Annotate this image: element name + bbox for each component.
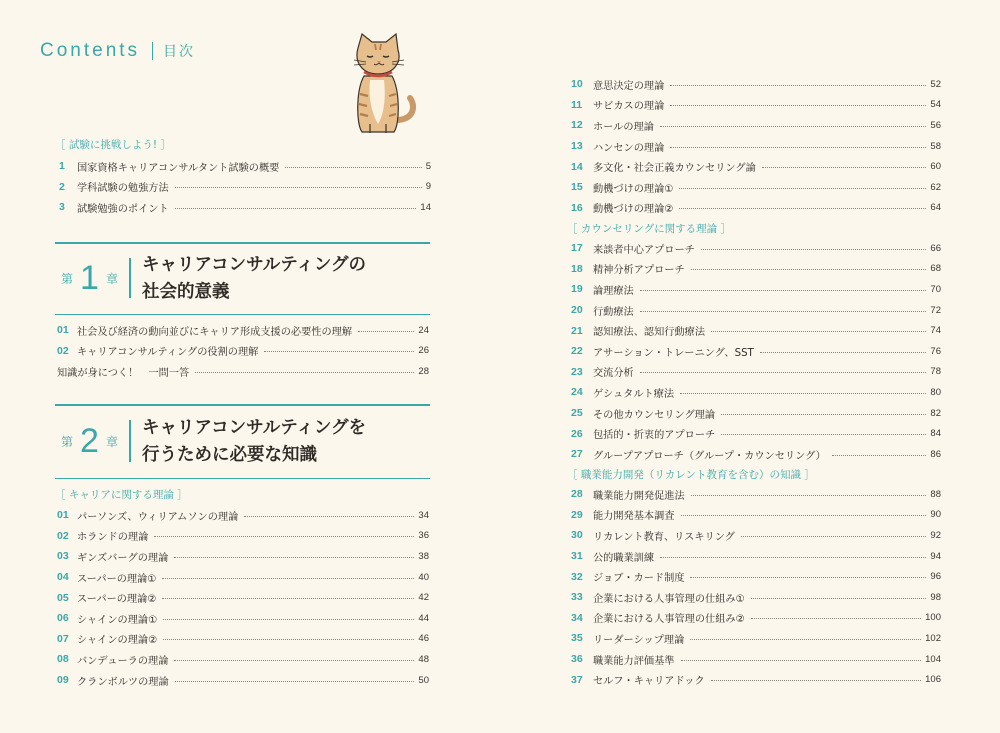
entry-number: 02: [57, 529, 69, 542]
dot-leader: [679, 188, 926, 189]
toc-entry-19[interactable]: [571, 279, 941, 300]
entry-page: 42: [418, 592, 429, 604]
toc-entry-25[interactable]: [571, 403, 941, 424]
chapter-1-number-mark: [61, 261, 118, 295]
dot-leader: [660, 126, 927, 127]
chapter-dai: 第: [61, 271, 74, 286]
entry-page: 74: [930, 325, 941, 337]
entry-number: 18: [571, 262, 583, 275]
entry-number: 29: [571, 508, 583, 521]
entry-page: 76: [930, 345, 941, 357]
entry-page: 92: [930, 529, 941, 541]
entry-page: 50: [418, 674, 429, 686]
entry-title: 能力開発基本調査: [593, 511, 675, 523]
entry-number: 33: [571, 591, 583, 604]
dot-leader: [163, 619, 414, 620]
entry-number: 28: [571, 488, 583, 501]
toc-entry-10[interactable]: [571, 74, 941, 95]
entry-title: 動機づけの理論②: [593, 204, 674, 216]
entry-page: 36: [418, 530, 429, 542]
toc-entry-11[interactable]: [571, 95, 941, 116]
toc-entry-16[interactable]: [571, 198, 941, 219]
chapter-sho: 章: [105, 271, 118, 286]
entry-number: 14: [571, 160, 583, 173]
entry-number: 13: [571, 140, 583, 153]
toc-entry-13[interactable]: [571, 136, 941, 157]
entry-number: 16: [571, 201, 583, 214]
entry-page: 72: [930, 304, 941, 316]
entry-number: 05: [57, 591, 69, 604]
entry-page: 96: [930, 571, 941, 583]
dot-leader: [175, 681, 415, 682]
chapter-number: 2: [80, 422, 99, 460]
dot-leader: [285, 167, 421, 168]
entry-number: 32: [571, 570, 583, 583]
dot-leader: [162, 598, 414, 599]
toc-entry-27[interactable]: [571, 444, 941, 465]
dot-leader: [670, 105, 926, 106]
entry-number: 12: [571, 119, 583, 132]
dot-leader: [681, 660, 922, 661]
entry-title: リカレント教育、リスキリング: [593, 531, 735, 543]
toc-entry-24[interactable]: [571, 382, 941, 403]
entry-page: 5: [425, 160, 431, 172]
toc-entry-17[interactable]: [571, 238, 941, 259]
entry-page: 14: [420, 201, 431, 213]
entry-title: ハンセンの理論: [593, 142, 665, 154]
chapter-2-list: [57, 505, 429, 690]
entry-page: 56: [930, 119, 941, 131]
entry-number: 3: [59, 201, 65, 214]
entry-page: 94: [930, 550, 941, 562]
entry-page: 88: [930, 488, 941, 500]
dot-leader: [751, 618, 921, 619]
entry-number: 2: [59, 180, 65, 193]
entry-title: 公的職業訓練: [593, 552, 655, 564]
entry-number: 06: [57, 612, 69, 625]
entry-page: 64: [930, 202, 941, 214]
toc-entry-ch1-quiz[interactable]: [57, 361, 429, 382]
chapter-dai: 第: [61, 434, 74, 449]
dot-leader: [244, 516, 414, 517]
entry-title: 企業における人事管理の仕組み①: [593, 593, 745, 605]
entry-title: キャリアコンサルティングの役割の理解: [77, 347, 259, 359]
entry-page: 78: [930, 366, 941, 378]
chapter-1-title: [142, 252, 366, 306]
toc-entry-34[interactable]: [571, 608, 941, 629]
entry-number: 31: [571, 550, 583, 563]
toc-entry-32[interactable]: [571, 566, 941, 587]
entry-page: 68: [930, 263, 941, 275]
dot-leader: [163, 639, 414, 640]
toc-entry-12[interactable]: [571, 115, 941, 136]
entry-title: 認知療法、認知行動療法: [593, 327, 706, 339]
toc-entry-intro-2[interactable]: [59, 177, 431, 198]
entry-title: 国家資格キャリアコンサルタント試験の概要: [77, 162, 280, 174]
toc-entry-26[interactable]: [571, 423, 941, 444]
toc-entry-ch2-04[interactable]: [57, 567, 429, 588]
entry-number: 01: [57, 324, 69, 337]
entry-title: サビカスの理論: [593, 101, 665, 113]
dot-leader: [670, 85, 926, 86]
entry-page: 54: [930, 99, 941, 111]
dot-leader: [174, 557, 414, 558]
career-theory-list-cont: [571, 74, 941, 218]
entry-title: アサーション・トレーニング、SST: [593, 347, 754, 359]
entry-number: 22: [571, 345, 583, 358]
entry-page: 70: [930, 283, 941, 295]
entry-number: 10: [571, 78, 583, 91]
entry-page: 62: [930, 181, 941, 193]
toc-entry-15[interactable]: [571, 177, 941, 198]
entry-number: 15: [571, 181, 583, 194]
dot-leader: [640, 290, 927, 291]
dot-leader: [721, 434, 926, 435]
dot-leader: [154, 536, 414, 537]
dot-leader: [679, 208, 926, 209]
entry-number: 25: [571, 407, 583, 420]
dot-leader: [691, 269, 927, 270]
entry-number: 30: [571, 529, 583, 542]
entry-title: 試験勉強のポイント: [77, 203, 169, 215]
dot-leader: [832, 455, 927, 456]
toc-entry-37[interactable]: [571, 669, 941, 690]
entry-number: 02: [57, 344, 69, 357]
vocational-knowledge-list: [571, 484, 941, 690]
entry-title: 職業能力開発促進法: [593, 490, 685, 502]
dot-leader: [175, 208, 417, 209]
dot-leader: [175, 187, 422, 188]
entry-title: シャインの理論②: [77, 635, 158, 647]
entry-page: 28: [418, 365, 429, 377]
entry-number: 09: [57, 674, 69, 687]
entry-title: 知識が身につく！ 一問一答: [57, 367, 190, 379]
entry-number: 08: [57, 653, 69, 666]
dot-leader: [680, 393, 926, 394]
chapter-title-line: キャリアコンサルティングの: [142, 255, 366, 275]
dot-leader: [711, 331, 926, 332]
entry-page: 102: [925, 632, 941, 644]
entry-page: 104: [925, 653, 941, 665]
dot-leader: [751, 598, 927, 599]
chapter-1-heading[interactable]: [55, 242, 430, 315]
dot-leader: [721, 414, 926, 415]
toc-entry-30[interactable]: [571, 525, 941, 546]
entry-title: その他カウンセリング理論: [593, 409, 716, 421]
entry-title: シャインの理論①: [77, 614, 158, 626]
chapter-title-line: 社会的意義: [142, 282, 230, 302]
entry-number: 1: [59, 160, 65, 173]
entry-title: ジョブ・カード制度: [593, 573, 685, 585]
chapter-2-number-mark: [61, 424, 118, 458]
entry-title: ホールの理論: [593, 121, 654, 133]
entry-number: 07: [57, 632, 69, 645]
section-label-counseling: ［ カウンセリングに関する理論 ］: [567, 223, 731, 235]
chapter-divider: [129, 420, 131, 462]
entry-title: 多文化・社会正義カウンセリング論: [593, 163, 756, 175]
dot-leader: [691, 495, 927, 496]
entry-page: 52: [930, 78, 941, 90]
entry-title: 職業能力評価基準: [593, 655, 675, 667]
entry-title: セルフ・キャリアドック: [593, 676, 705, 688]
toc-entry-31[interactable]: [571, 546, 941, 567]
right-page: [500, 0, 1000, 733]
toc-entry-ch2-06[interactable]: [57, 608, 429, 629]
toc-entry-21[interactable]: [571, 320, 941, 341]
intro-list: [59, 156, 431, 218]
toc-entry-ch2-03[interactable]: [57, 546, 429, 567]
entry-title: スーパーの理論①: [77, 573, 157, 585]
entry-page: 60: [930, 161, 941, 173]
entry-page: 40: [418, 571, 429, 583]
entry-title: 行動療法: [593, 306, 634, 318]
toc-entry-intro-1[interactable]: [59, 156, 431, 177]
dot-leader: [640, 372, 927, 373]
dot-leader: [681, 515, 927, 516]
section-label-exam: ［ 試験に挑戦しよう! ］: [55, 139, 171, 151]
entry-title: ホランドの理論: [77, 532, 149, 544]
entry-number: 20: [571, 304, 583, 317]
chapter-sho: 章: [105, 434, 118, 449]
entry-number: 35: [571, 632, 583, 645]
entry-title: グループアプローチ（グループ・カウンセリング）: [593, 450, 826, 462]
entry-page: 44: [418, 612, 429, 624]
entry-number: 26: [571, 427, 583, 440]
entry-page: 98: [930, 591, 941, 603]
toc-entry-ch2-01[interactable]: [57, 505, 429, 526]
entry-title: 企業における人事管理の仕組み②: [593, 614, 745, 626]
entry-title: 交流分析: [593, 368, 634, 380]
entry-title: ゲシュタルト療法: [593, 388, 675, 400]
toc-entry-ch2-07[interactable]: [57, 629, 429, 650]
contents-title-jp: 目次: [163, 44, 196, 60]
chapter-1-list: [57, 320, 429, 382]
toc-entry-ch2-02[interactable]: [57, 526, 429, 547]
entry-title: ギンズバーグの理論: [77, 552, 169, 564]
toc-entry-14[interactable]: [571, 156, 941, 177]
dot-leader: [690, 639, 921, 640]
header-separator: [152, 42, 153, 60]
toc-entry-35[interactable]: [571, 628, 941, 649]
dot-leader: [741, 536, 927, 537]
toc-entry-29[interactable]: [571, 505, 941, 526]
toc-entry-ch1-01[interactable]: [57, 320, 429, 341]
entry-page: 9: [425, 181, 431, 193]
entry-page: 86: [930, 448, 941, 460]
dot-leader: [670, 147, 926, 148]
entry-page: 84: [930, 428, 941, 440]
counseling-theory-list: [571, 238, 941, 465]
entry-title: 包括的・折衷的アプローチ: [593, 430, 716, 442]
entry-number: 24: [571, 386, 583, 399]
entry-page: 34: [418, 509, 429, 521]
entry-number: 34: [571, 611, 583, 624]
entry-page: 100: [925, 612, 941, 624]
dot-leader: [762, 167, 927, 168]
entry-title: 学科試験の勉強方法: [77, 183, 169, 195]
entry-page: 82: [930, 407, 941, 419]
contents-header: [40, 40, 195, 62]
entry-number: 01: [57, 509, 69, 522]
toc-entry-33[interactable]: [571, 587, 941, 608]
entry-page: 66: [930, 242, 941, 254]
entry-page: 106: [925, 674, 941, 686]
entry-number: 17: [571, 242, 583, 255]
dot-leader: [264, 351, 414, 352]
chapter-2-heading[interactable]: [55, 404, 430, 479]
toc-entry-ch2-09[interactable]: [57, 670, 429, 691]
entry-page: 90: [930, 509, 941, 521]
entry-title: スーパーの理論②: [77, 594, 157, 606]
section-label-vocational: ［ 職業能力開発（リカレント教育を含む）の知識 ］: [567, 469, 815, 481]
chapter-number: 1: [80, 259, 99, 297]
toc-entry-28[interactable]: [571, 484, 941, 505]
toc-entry-23[interactable]: [571, 362, 941, 383]
entry-number: 27: [571, 448, 583, 461]
chapter-2-title: [142, 415, 366, 469]
entry-number: 11: [571, 98, 583, 111]
entry-title: リーダーシップ理論: [593, 634, 685, 646]
entry-number: 37: [571, 673, 583, 686]
entry-title: 意思決定の理論: [593, 80, 665, 92]
entry-page: 38: [418, 550, 429, 562]
toc-entry-18[interactable]: [571, 259, 941, 280]
entry-number: 03: [57, 550, 69, 563]
entry-page: 80: [930, 386, 941, 398]
cat-illustration-icon: [342, 28, 420, 140]
dot-leader: [162, 578, 414, 579]
entry-number: 21: [571, 324, 583, 337]
chapter-title-line: 行うために必要な知識: [142, 445, 317, 465]
entry-title: 動機づけの理論①: [593, 183, 674, 195]
chapter-title-line: キャリアコンサルティングを: [142, 418, 366, 438]
entry-number: 19: [571, 283, 583, 296]
entry-title: バンデューラの理論: [77, 655, 169, 667]
dot-leader: [760, 352, 927, 353]
toc-entry-ch2-08[interactable]: [57, 649, 429, 670]
toc-entry-20[interactable]: [571, 300, 941, 321]
entry-page: 48: [418, 653, 429, 665]
dot-leader: [660, 557, 926, 558]
toc-entry-22[interactable]: [571, 341, 941, 362]
section-label-career: ［ キャリアに関する理論 ］: [55, 489, 188, 501]
entry-title: 論理療法: [593, 285, 634, 297]
toc-entry-36[interactable]: [571, 649, 941, 670]
entry-page: 24: [418, 324, 429, 336]
entry-number: 36: [571, 653, 583, 666]
chapter-divider: [129, 258, 131, 298]
entry-page: 58: [930, 140, 941, 152]
toc-entry-ch1-02[interactable]: [57, 341, 429, 362]
dot-leader: [195, 372, 414, 373]
entry-number: 23: [571, 365, 583, 378]
dot-leader: [174, 660, 414, 661]
dot-leader: [711, 680, 921, 681]
entry-title: 精神分析アプローチ: [593, 265, 685, 277]
contents-title-en: Contents: [40, 40, 141, 61]
entry-page: 26: [418, 345, 429, 357]
dot-leader: [358, 331, 414, 332]
entry-page: 46: [418, 633, 429, 645]
entry-title: クランボルツの理論: [77, 676, 169, 688]
entry-title: 社会及び経済の動向並びにキャリア形成支援の必要性の理解: [77, 326, 353, 338]
dot-leader: [690, 577, 926, 578]
toc-entry-ch2-05[interactable]: [57, 587, 429, 608]
toc-entry-intro-3[interactable]: [59, 197, 431, 218]
entry-title: 来談者中心アプローチ: [593, 244, 695, 256]
entry-title: パーソンズ、ウィリアムソンの理論: [77, 511, 239, 523]
entry-number: 04: [57, 571, 69, 584]
dot-leader: [701, 249, 927, 250]
dot-leader: [640, 311, 927, 312]
